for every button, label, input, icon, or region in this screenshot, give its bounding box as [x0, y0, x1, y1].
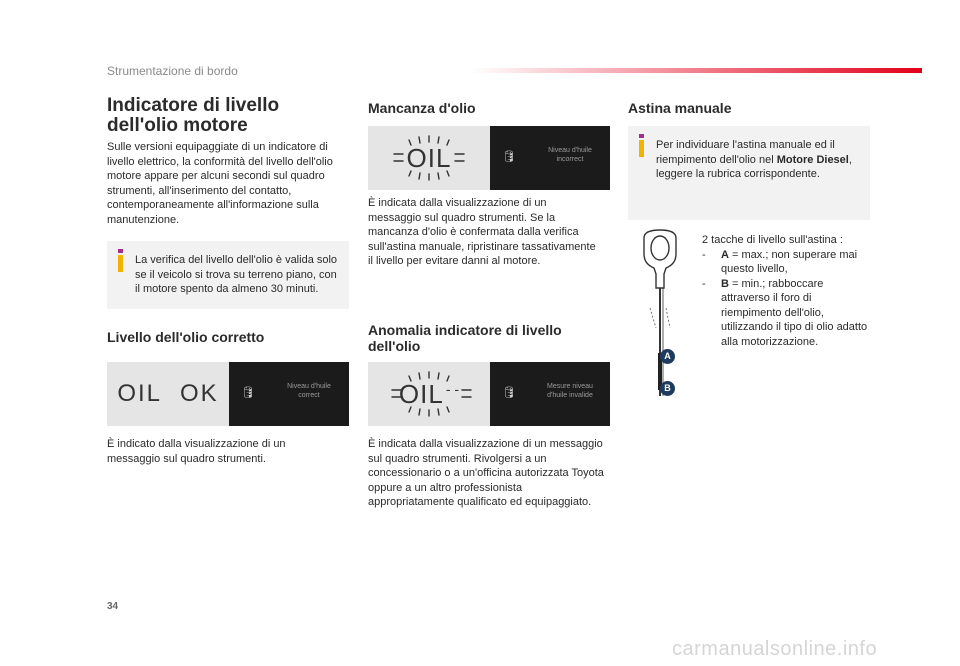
oil-missing-indicator	[368, 126, 490, 190]
screen-message: Niveau d'huile incorrect	[548, 147, 592, 163]
dipstick-intro: 2 tacche di livello sull'astina :	[702, 234, 843, 246]
header-accent-bar	[470, 68, 922, 73]
marker-b: B	[660, 381, 675, 396]
heading-level-correct: Livello dell'olio corretto	[107, 328, 265, 345]
display-screen	[490, 362, 610, 426]
screen-message: Mesure niveau d'huile invalide	[547, 383, 593, 399]
marks-list	[702, 248, 870, 350]
display-screen	[490, 126, 610, 190]
oil-label: OIL	[406, 142, 452, 173]
panel-oil-fault	[368, 362, 610, 426]
intro-paragraph: Sulle versioni equipaggiate di un indicatore di livello elettrico, la conformità del livello dell'olio motore appare per alcuni secondi sul quadro strumenti, all'inserimento del contatto, contemporaneamente all'informazione sulla manutenzione.	[107, 141, 333, 226]
oil-can-icon: 🛢	[502, 387, 516, 399]
fault-description: È indicata dalla visualizzazione di un messaggio sul quadro strumenti. Rivolgersi a un concessionario o a un'officina autorizzata Toyota oppure a un altro professionista appropriatamente qualificato ed equipaggiato.	[368, 438, 604, 508]
oil-can-icon: 🛢	[241, 387, 255, 399]
info-icon	[638, 134, 645, 158]
info-icon	[117, 249, 124, 273]
column-oil-missing	[368, 100, 610, 116]
info-box-dipstick	[628, 126, 870, 220]
info-text: La verifica del livello dell'olio è valida solo se il veicolo si trova su terreno piano, con il motore spento da almeno 30 minuti.	[135, 254, 338, 295]
watermark: carmanualsonline.info	[672, 638, 878, 660]
panel-oil-missing	[368, 126, 610, 190]
list-item: - B = min.; rabboccare attraverso il foro di riempimento dell'olio, utilizzando il tipo di olio adatto alla motorizzazione.	[702, 277, 868, 348]
ok-label: OK	[180, 380, 219, 407]
missing-description: È indicata dalla visualizzazione di un messaggio sul quadro strumenti. Se la mancanza d'olio è confermata dalla verifica sull'astina manuale, ripristinare tassativamente il livello per evitare danni al motore.	[368, 197, 596, 267]
oil-label: OIL	[117, 380, 162, 407]
page-title: Indicatore di livello dell'olio motore	[107, 95, 280, 136]
dipstick-illustration	[630, 228, 690, 403]
marker-a: A	[660, 349, 675, 364]
heading-dipstick: Astina manuale	[628, 100, 732, 116]
heading-indicator-fault: Anomalia indicatore di livello dell'olio	[368, 322, 562, 354]
oil-label: OIL	[398, 378, 444, 409]
page-number: 34	[107, 601, 119, 612]
info-text: Per individuare l'astina manuale ed il riempimento dell'olio nel Motore Diesel, leggere la rubrica corrispondente.	[656, 139, 852, 180]
panel-oil-ok	[107, 362, 349, 426]
oil-can-icon: 🛢	[502, 151, 516, 163]
info-box-level-check	[107, 241, 349, 309]
dipstick-marks	[702, 233, 870, 349]
oil-ok-indicator	[107, 362, 229, 426]
list-item: - A = max.; non superare mai questo livello,	[702, 248, 858, 275]
fault-dots: - -	[445, 381, 460, 397]
oil-fault-indicator	[368, 362, 490, 426]
heading-oil-missing: Mancanza d'olio	[368, 100, 476, 116]
section-title: Strumentazione di bordo	[107, 64, 238, 78]
ok-description: È indicato dalla visualizzazione di un messaggio sul quadro strumenti.	[107, 438, 286, 465]
column-oil-level	[107, 96, 349, 345]
display-screen	[229, 362, 349, 426]
screen-message: Niveau d'huile correct	[287, 383, 331, 399]
